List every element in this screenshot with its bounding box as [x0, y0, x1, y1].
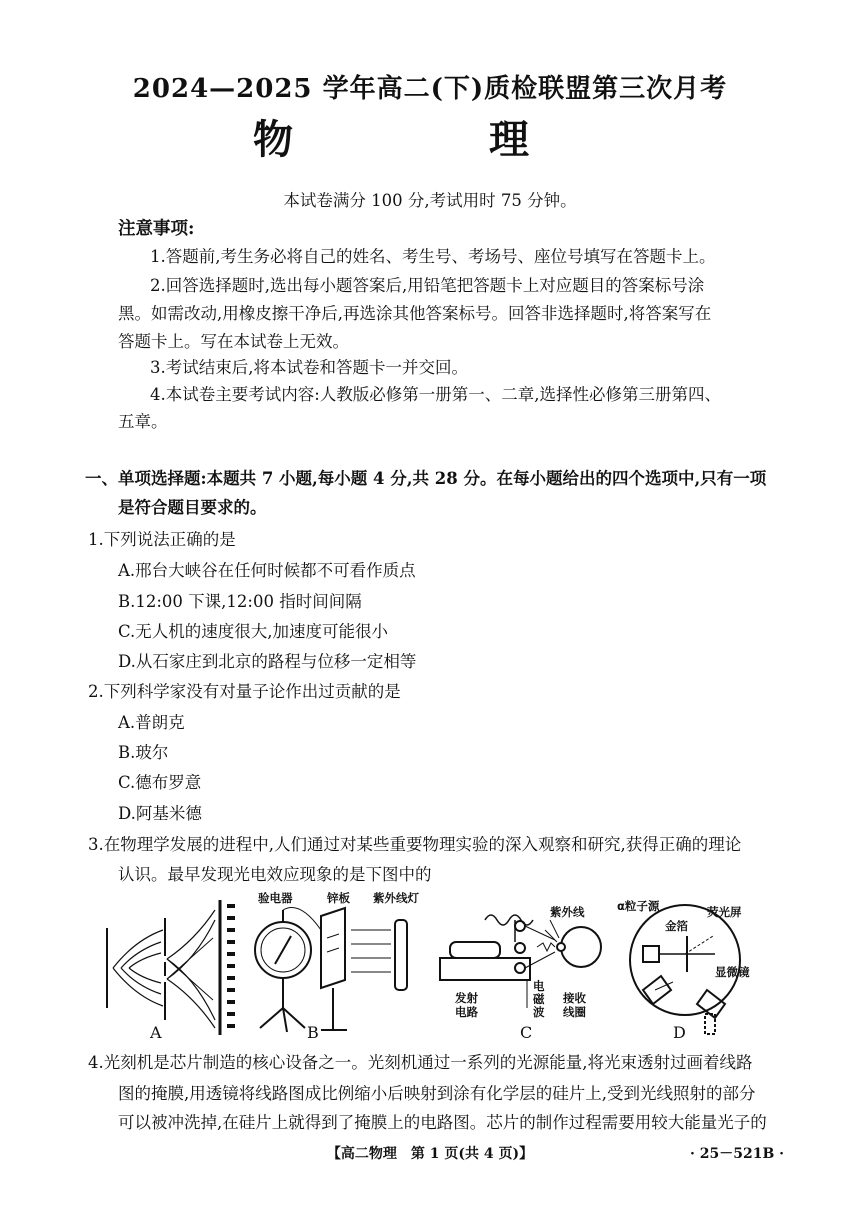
q2-option-d: D.阿基米德 — [118, 804, 202, 823]
label-electroscope: 验电器 — [258, 891, 293, 905]
note-2-cont: 黑。如需改动,用橡皮擦干净后,再选涂其他答案标号。回答非选择题时,将答案写在 — [118, 304, 712, 323]
caption-a: A — [150, 1023, 162, 1042]
q1-option-b: B.12:00 下课,12:00 指时间间隔 — [118, 592, 362, 611]
footer-code: · 25－521B · — [690, 1146, 785, 1162]
figure-b-photoelectric — [255, 908, 407, 1033]
q4-line-3: 可以被冲洗掉,在硅片上就得到了掩膜上的电路图。芯片的制作过程需要用较大能量光子的 — [118, 1113, 767, 1132]
label-zinc: 锌板 — [327, 891, 350, 905]
figure-a-double-slit — [107, 900, 235, 1035]
subject-text: 物 理 — [253, 116, 607, 163]
note-1: 1.答题前,考生务必将自己的姓名、考生号、考场号、座位号填写在答题卡上。 — [150, 247, 716, 266]
experiment-figure — [95, 890, 775, 1050]
label-screen: 荧光屏 — [707, 905, 742, 919]
q1-option-a: A.邢台大峡谷在任何时候都不可看作质点 — [118, 561, 416, 580]
note-4-cont: 五章。 — [118, 412, 168, 431]
q4-line-1: 4.光刻机是芯片制造的核心设备之一。光刻机通过一系列的光源能量,将光束透射过画着线路 — [88, 1053, 753, 1072]
label-gold: 金箔 — [665, 919, 688, 933]
section-heading-line1: 一、单项选择题:本题共 7 小题,每小题 4 分,共 28 分。在每小题给出的四个选项中,只有一项 — [85, 469, 767, 488]
caption-b: B — [307, 1023, 319, 1042]
q3-stem-1: 3.在物理学发展的进程中,人们通过对某些重要物理实验的深入观察和研究,获得正确的理论 — [88, 835, 742, 854]
q1-option-c: C.无人机的速度很大,加速度可能很小 — [118, 622, 389, 641]
notes-heading: 注意事项: — [118, 219, 195, 239]
label-em3: 波 — [533, 1005, 545, 1019]
label-micro: 显微镜 — [715, 965, 750, 979]
q2-option-b: B.玻尔 — [118, 743, 169, 762]
q2-option-c: C.德布罗意 — [118, 773, 202, 792]
note-3: 3.考试结束后,将本试卷和答题卡一并交回。 — [150, 358, 468, 377]
section-heading-line2: 是符合题目要求的。 — [118, 498, 267, 517]
q2-option-a: A.普朗克 — [118, 713, 185, 732]
label-recv2: 线圈 — [563, 1005, 586, 1019]
q3-stem-2: 认识。最早发现光电效应现象的是下图中的 — [118, 865, 432, 884]
q2-stem: 2.下列科学家没有对量子论作出过贡献的是 — [88, 682, 401, 701]
label-recv1: 接收 — [563, 991, 586, 1005]
subject-title — [0, 108, 860, 165]
label-uv: 紫外线 — [550, 905, 585, 919]
label-emit: 发射 — [455, 991, 478, 1005]
caption-d: D — [673, 1023, 686, 1042]
note-2: 2.回答选择题时,选出每小题答案后,用铅笔把答题卡上对应题目的答案标号涂 — [150, 276, 705, 295]
label-alpha: α粒子源 — [617, 899, 660, 913]
note-4: 4.本试卷主要考试内容:人教版必修第一册第一、二章,选择性必修第三册第四、 — [150, 385, 722, 404]
caption-c: C — [520, 1023, 533, 1042]
q1-option-d: D.从石家庄到北京的路程与位移一定相等 — [118, 652, 417, 671]
label-uvlamp: 紫外线灯 — [373, 891, 419, 905]
intro-line: 本试卷满分 100 分,考试用时 75 分钟。 — [283, 191, 577, 210]
q1-stem: 1.下列说法正确的是 — [88, 530, 236, 549]
label-circuit: 电路 — [455, 1005, 478, 1019]
footer-page: 【高二物理 第 1 页(共 4 页)】 — [326, 1146, 534, 1162]
q4-line-2: 图的掩膜,用透镜将线路图成比例缩小后映射到涂有化学层的硅片上,受到光线照射的部分 — [118, 1084, 756, 1103]
label-em1: 电 — [533, 979, 545, 993]
label-em2: 磁 — [533, 992, 545, 1006]
exam-title: 2024—2025 学年高二(下)质检联盟第三次月考 — [132, 74, 728, 104]
note-2-cont2: 答题卡上。写在本试卷上无效。 — [118, 332, 349, 351]
